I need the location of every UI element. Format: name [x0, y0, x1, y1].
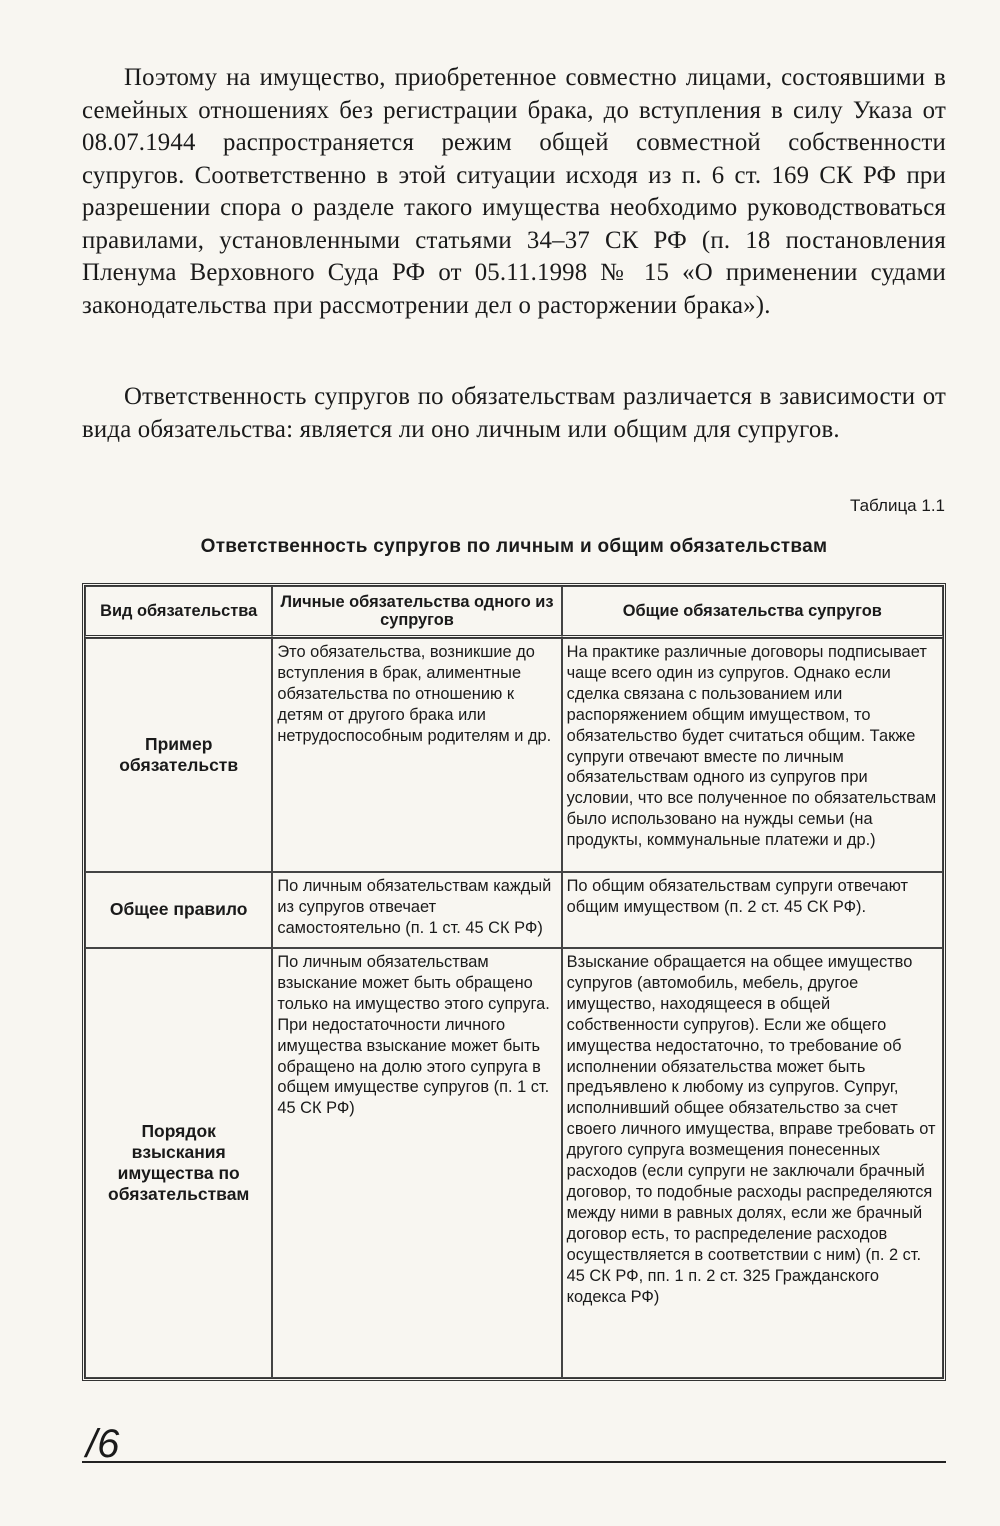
- cell-common: На практике различные договоры подписывает чаще всего один из супругов. Однако если сделка связана с пользованием или распоряжением общим имуществом, то обязательство будет считаться общим. Также супруги отвечают вместе по личным обязательствам одного из супругов при условии, что все полученное по обязательствам было использовано на нужды семьи (на продукты, коммунальные платежи и др.): [562, 638, 943, 872]
- cell-personal: По личным обязательствам взыскание может быть обращено только на имущество этого супруга. При недостаточности личного имущества взыскание может быть обращено на долю этого супруга в общем имуществе супругов (п. 1 ст. 45 СК РФ): [272, 948, 561, 1378]
- table-row: [85, 872, 943, 948]
- cell-common: Взыскание обращается на общее имущество супругов (автомобиль, мебель, другое имущество, находящееся в общей собственности супругов). Если же общего имущества недостаточно, то требование об исполнении обязательства может быть предъявлено к любому из супругов. Супруг, исполнивший общее обязательство за счет своего личного имущества, вправе требовать от другого супруга возмещения понесенных расходов (если супруги не заключали брачный договор, то подобные расходы распределяются между ними в равных долях, если же брачный договор есть, то распределение расходов осуществляется в соответствии с ним) (п. 2 ст. 45 СК РФ, пп. 1 п. 2 ст. 325 Гражданского кодекса РФ): [562, 948, 943, 1378]
- table-number: Таблица 1.1: [849, 496, 945, 515]
- table-row: [85, 638, 943, 872]
- paragraph-liability-intro: Ответственность супругов по обязательствам различается в зависимости от вида обязательства: является ли оно личным или общим для супругов.: [82, 383, 946, 443]
- page-number: /6: [86, 1422, 120, 1466]
- liability-table: [82, 583, 946, 1381]
- header-obligation-type: Вид обязательства: [85, 586, 272, 638]
- paragraph-property-regime: Поэтому на имущество, приобретенное совместно лицами, состоявшими в семейных отношениях без регистрации брака, до вступления в силу Указа от 08.07.1944 распространяется режим общей совместной собственности супругов. Соответственно в этой ситуации исходя из п. 6 ст. 169 СК РФ при разрешении спора о разделе такого имущества необходимо руководствоваться правилами, установленными статьями 34–37 СК РФ (п. 18 постановления Пленума Верховного Суда РФ от 05.11.1998 № 15 «О применении судами законодательства при рассмотрении дел о расторжении брака»).: [82, 64, 946, 319]
- cell-common: По общим обязательствам супруги отвечают общим имуществом (п. 2 ст. 45 СК РФ).: [562, 872, 943, 948]
- cell-personal: По личным обязательствам каждый из супругов отвечает самостоятельно (п. 1 ст. 45 СК РФ): [272, 872, 561, 948]
- cell-personal: Это обязательства, возникшие до вступления в брак, алиментные обязательства по отношению к детям от другого брака или нетрудоспособным родителям и др.: [272, 638, 561, 872]
- table-row: [85, 948, 943, 1378]
- header-personal-obligations: Личные обязательства одного из супругов: [272, 586, 561, 638]
- table-header-row: [85, 586, 943, 638]
- row-label: Общее правило: [85, 872, 272, 948]
- table-title: Ответственность супругов по личным и общим обязательствам: [200, 536, 828, 557]
- header-common-obligations: Общие обязательства супругов: [562, 586, 943, 638]
- footer-divider: [82, 1461, 946, 1463]
- row-label: Пример обязательств: [85, 638, 272, 872]
- row-label: Порядок взыскания имущества по обязательствам: [85, 948, 272, 1378]
